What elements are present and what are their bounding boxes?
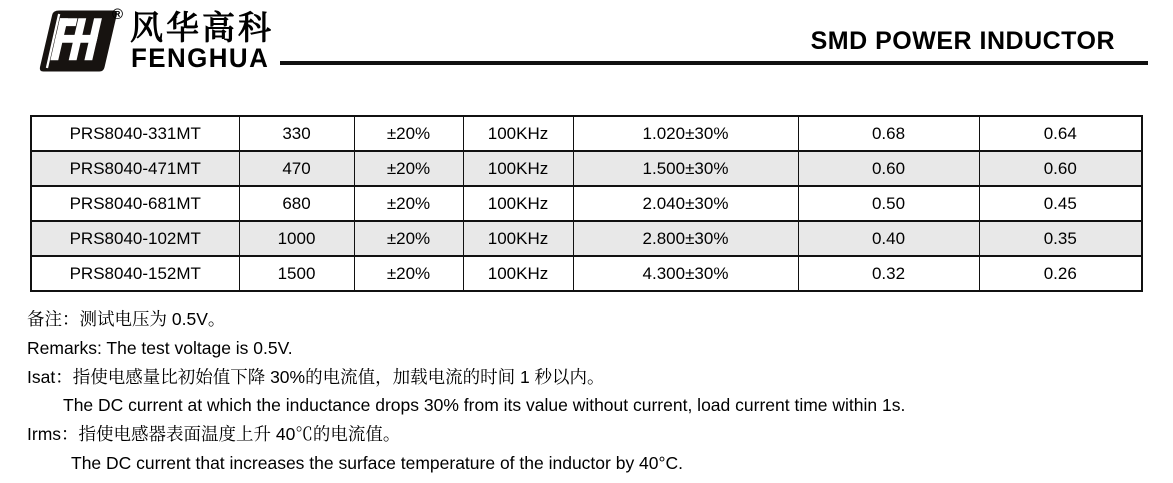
cell-isat: 0.68 [798, 116, 979, 151]
note-remark-en: Remarks: The test voltage is 0.5V. [27, 337, 293, 358]
cell-irms: 0.26 [979, 256, 1142, 291]
cell-part-number: PRS8040-102MT [31, 221, 239, 256]
note-irms-en: The DC current that increases the surface temperature of the inductor by 40°C. [71, 452, 684, 473]
note-isat-cn: Isat：指使电感量比初始值下降 30%的电流值，加载电流的时间 1 秒以内。 [27, 366, 605, 387]
cell-test-frequency: 100KHz [463, 186, 573, 221]
inductor-spec-table [30, 115, 1143, 292]
page-title: SMD POWER INDUCTOR [810, 27, 1115, 55]
cell-inductance: 1500 [239, 256, 354, 291]
cell-dcr: 2.040±30% [573, 186, 798, 221]
cell-dcr: 2.800±30% [573, 221, 798, 256]
cell-isat: 0.60 [798, 151, 979, 186]
cell-irms: 0.60 [979, 151, 1142, 186]
cell-part-number: PRS8040-331MT [31, 116, 239, 151]
brand-name-english: FENGHUA [131, 43, 270, 73]
cell-inductance: 1000 [239, 221, 354, 256]
note-remark-cn: 备注：测试电压为 0.5V。 [27, 309, 226, 329]
cell-inductance: 470 [239, 151, 354, 186]
cell-dcr: 1.020±30% [573, 116, 798, 151]
cell-irms: 0.64 [979, 116, 1142, 151]
cell-dcr: 4.300±30% [573, 256, 798, 291]
fenghua-logo-icon [26, 6, 122, 76]
table-row [31, 116, 1142, 151]
registered-trademark-symbol: ® [112, 6, 124, 23]
cell-irms: 0.35 [979, 221, 1142, 256]
cell-isat: 0.50 [798, 186, 979, 221]
cell-tolerance: ±20% [354, 186, 463, 221]
notes-section [27, 305, 1147, 478]
cell-dcr: 1.500±30% [573, 151, 798, 186]
cell-part-number: PRS8040-471MT [31, 151, 239, 186]
table-row [31, 221, 1142, 256]
cell-tolerance: ±20% [354, 221, 463, 256]
cell-tolerance: ±20% [354, 116, 463, 151]
cell-tolerance: ±20% [354, 256, 463, 291]
cell-part-number: PRS8040-152MT [31, 256, 239, 291]
cell-part-number: PRS8040-681MT [31, 186, 239, 221]
cell-irms: 0.45 [979, 186, 1142, 221]
note-isat-en: The DC current at which the inductance drops 30% from its value without current, load current time within 1s. [63, 395, 906, 416]
cell-tolerance: ±20% [354, 151, 463, 186]
cell-test-frequency: 100KHz [463, 151, 573, 186]
cell-inductance: 330 [239, 116, 354, 151]
cell-isat: 0.40 [798, 221, 979, 256]
cell-inductance: 680 [239, 186, 354, 221]
cell-isat: 0.32 [798, 256, 979, 291]
table-row [31, 151, 1142, 186]
table-row [31, 186, 1142, 221]
table-row [31, 256, 1142, 291]
cell-test-frequency: 100KHz [463, 256, 573, 291]
cell-test-frequency: 100KHz [463, 221, 573, 256]
brand-name-chinese: 风华高科 [130, 9, 274, 46]
header-divider [280, 61, 1148, 65]
cell-test-frequency: 100KHz [463, 116, 573, 151]
note-irms-cn: Irms：指使电感器表面温度上升 40℃的电流值。 [27, 424, 401, 445]
